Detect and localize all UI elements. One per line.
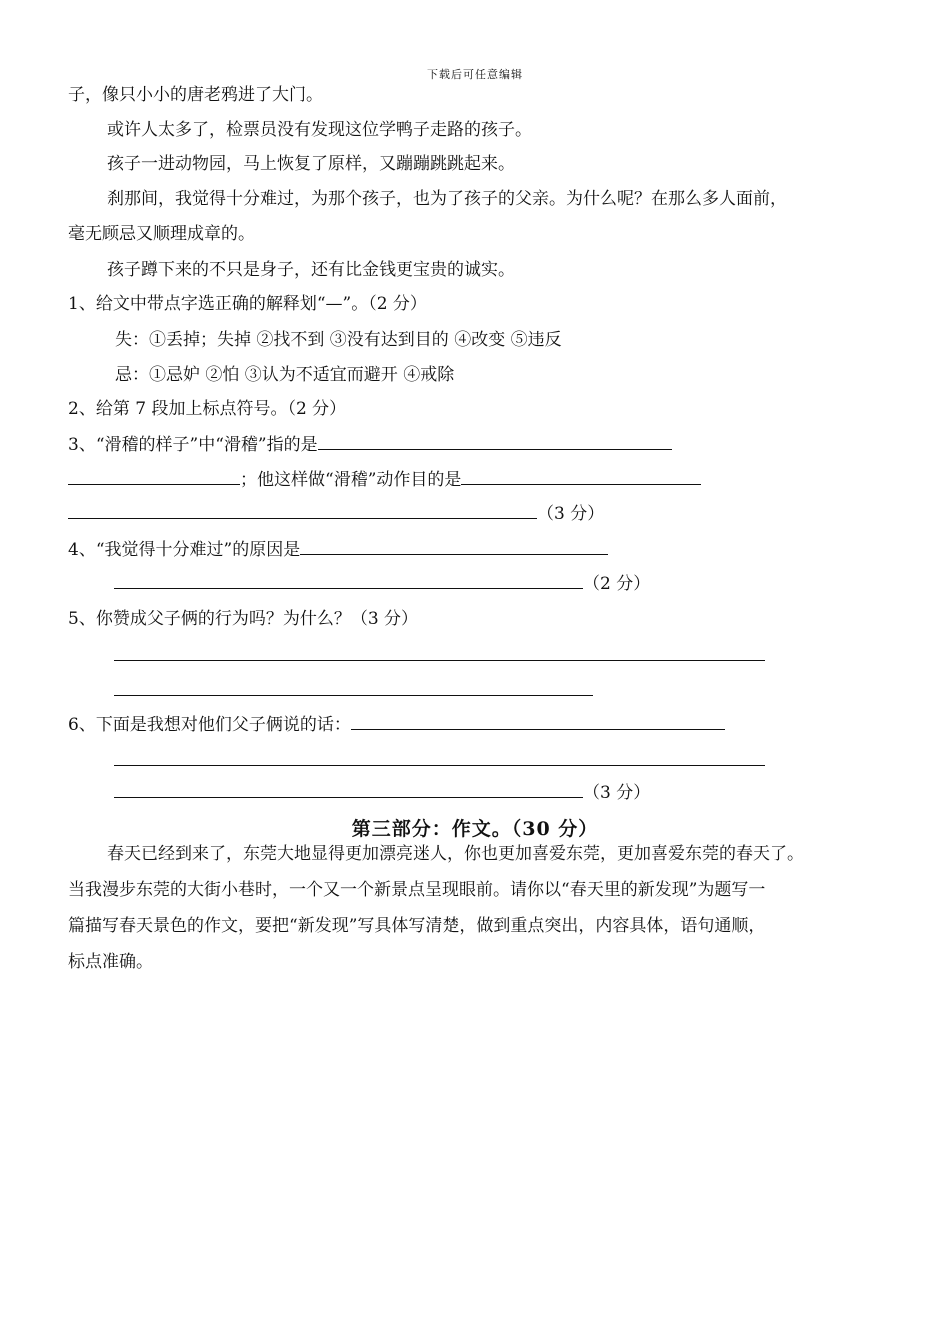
answer-blank[interactable] — [461, 468, 701, 485]
question-3-line-2 — [68, 468, 701, 491]
composition-prompt-line: 标点准确。 — [68, 952, 153, 972]
question-1-option-ji: 忌：①忌妒 ②怕 ③认为不适宜而避开 ④戒除 — [115, 365, 455, 385]
question-6 — [68, 713, 725, 736]
question-3-line-3 — [68, 502, 604, 525]
passage-paragraph: 孩子一进动物园，马上恢复了原样，又蹦蹦跳跳起来。 — [107, 154, 515, 174]
answer-blank[interactable] — [114, 572, 583, 589]
question-3-prompt-2: ；他这样做“滑稽”动作目的是 — [240, 470, 462, 490]
question-3 — [68, 433, 672, 456]
composition-prompt-line: 春天已经到来了，东莞大地显得更加漂亮迷人，你也更加喜爱东莞，更加喜爱东莞的春天了。 — [107, 844, 804, 864]
question-3-score: （3 分） — [537, 504, 605, 524]
passage-line: 子，像只小小的唐老鸦进了大门。 — [68, 85, 323, 105]
answer-blank[interactable] — [68, 468, 240, 485]
question-6-score: （3 分） — [583, 783, 651, 803]
question-1: 1、给文中带点字选正确的解释划“—”。（2 分） — [68, 294, 427, 314]
passage-paragraph: 或许人太多了，检票员没有发现这位学鸭子走路的孩子。 — [107, 120, 532, 140]
question-4-line-2 — [114, 572, 650, 595]
composition-prompt-line: 当我漫步东莞的大街小巷时，一个又一个新景点呈现眼前。请你以“春天里的新发现”为题写一 — [68, 880, 766, 900]
answer-blank[interactable] — [351, 713, 725, 730]
question-1-option-shi: 失：①丢掉；失掉 ②找不到 ③没有达到目的 ④改变 ⑤违反 — [115, 330, 562, 350]
composition-prompt-line: 篇描写春天景色的作文，要把“新发现”写具体写清楚，做到重点突出，内容具体，语句通顺， — [68, 916, 766, 936]
answer-blank[interactable] — [300, 538, 608, 555]
answer-blank[interactable] — [68, 502, 537, 519]
answer-line[interactable] — [114, 695, 593, 696]
question-2: 2、给第 7 段加上标点符号。（2 分） — [68, 399, 347, 419]
page-header: 下载后可任意编辑 — [427, 68, 523, 81]
question-6-prompt: 6、下面是我想对他们父子俩说的话： — [68, 715, 351, 735]
question-3-prompt: 3、“滑稽的样子”中“滑稽”指的是 — [68, 435, 318, 455]
question-4-score: （2 分） — [583, 574, 651, 594]
answer-line[interactable] — [114, 765, 765, 766]
question-4-prompt: 4、“我觉得十分难过”的原因是 — [68, 540, 301, 560]
passage-line: 毫无顾忌又顺理成章的。 — [68, 224, 255, 244]
question-4 — [68, 538, 608, 561]
section-heading: 第三部分：作文。（30 分） — [351, 818, 599, 840]
answer-line[interactable] — [114, 660, 765, 661]
passage-paragraph: 刹那间，我觉得十分难过，为那个孩子，也为了孩子的父亲。为什么呢？在那么多人面前， — [107, 189, 787, 209]
passage-paragraph: 孩子蹲下来的不只是身子，还有比金钱更宝贵的诚实。 — [107, 260, 515, 280]
question-5: 5、你赞成父子俩的行为吗？为什么？（3 分） — [68, 609, 419, 629]
answer-blank[interactable] — [318, 433, 672, 450]
answer-blank[interactable] — [114, 781, 583, 798]
question-6-line-3 — [114, 781, 650, 804]
